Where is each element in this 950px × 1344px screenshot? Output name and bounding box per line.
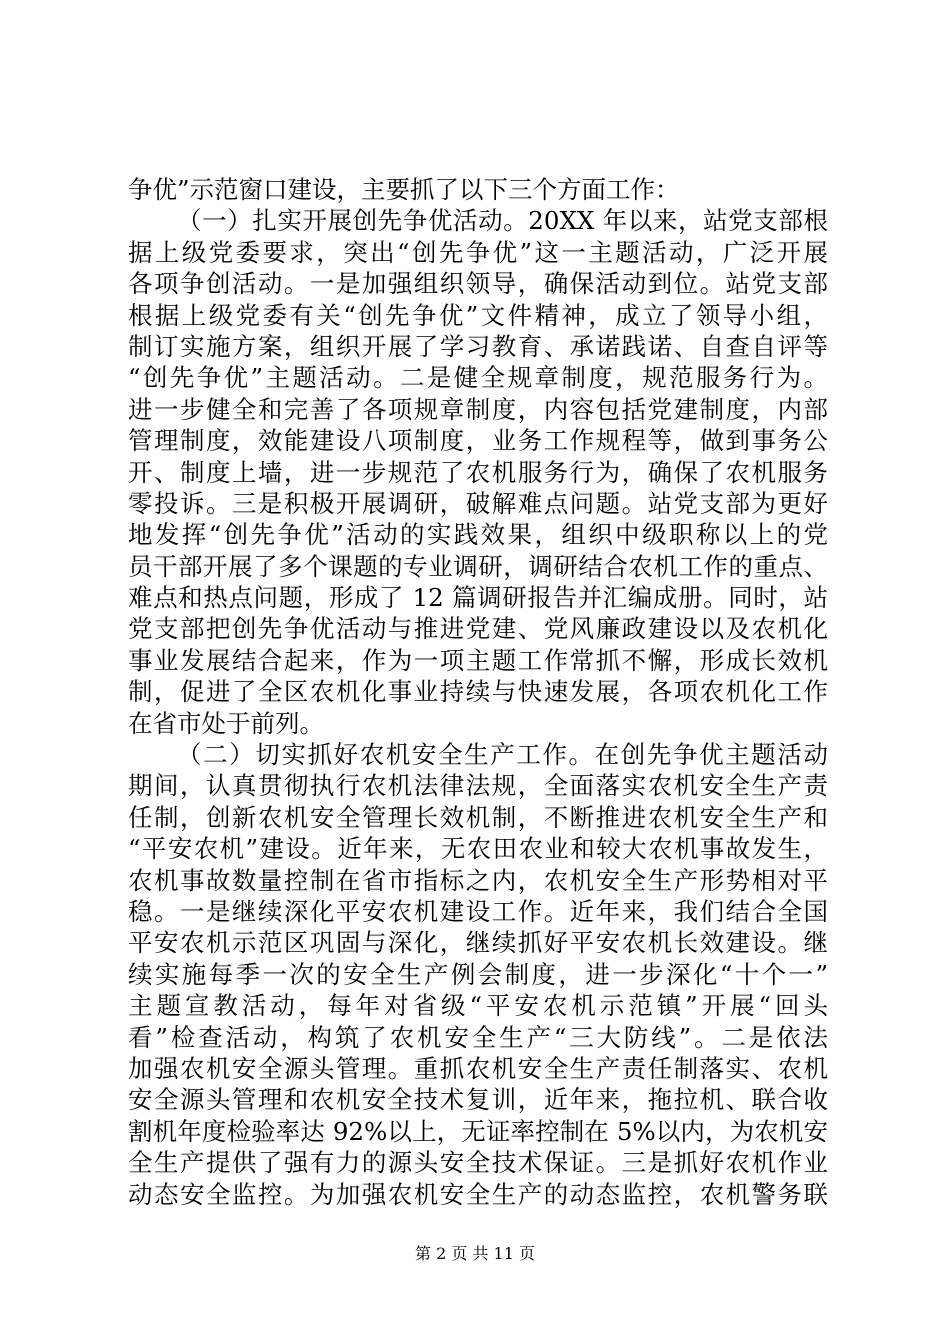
text-line: 农机事故数量控制在省市指标之内，农机安全生产形势相对平 <box>128 865 828 895</box>
text-line: 稳。一是继续深化平安农机建设工作。近年来，我们结合全国 <box>128 896 828 926</box>
text-line: 制，促进了全区农机化事业持续与快速发展，各项农机化工作 <box>128 677 828 707</box>
text-line: 各项争创活动。一是加强组织领导，确保活动到位。站党支部 <box>128 269 828 299</box>
text-line: 进一步健全和完善了各项规章制度，内容包括党建制度，内部 <box>128 394 828 424</box>
text-line: （一）扎实开展创先争优活动。20XX 年以来，站党支部根 <box>177 206 828 236</box>
text-line: 安全源头管理和农机安全技术复训，近年来，拖拉机、联合收 <box>128 1085 828 1115</box>
text-line: 任制，创新农机安全管理长效机制，不断推进农机安全生产和 <box>128 802 828 832</box>
text-line: 党支部把创先争优活动与推进党建、党风廉政建设以及农机化 <box>128 614 828 644</box>
text-line: 主题宣教活动，每年对省级“平安农机示范镇”开展“回头 <box>128 991 828 1021</box>
text-line: 事业发展结合起来，作为一项主题工作常抓不懈，形成长效机 <box>128 645 828 675</box>
text-line: 割机年度检验率达 92%以上，无证率控制在 5%以内，为农机安 <box>128 1116 828 1146</box>
text-line: 员干部开展了多个课题的专业调研，调研结合农机工作的重点、 <box>128 551 828 581</box>
text-line: 难点和热点问题，形成了 12 篇调研报告并汇编成册。同时，站 <box>128 583 828 613</box>
text-line: 平安农机示范区巩固与深化，继续抓好平安农机长效建设。继 <box>128 928 828 958</box>
text-line: （二）切实抓好农机安全生产工作。在创先争优主题活动 <box>177 740 828 770</box>
page-footer: 第 2 页 共 11 页 <box>415 1244 535 1263</box>
text-line: 加强农机安全源头管理。重抓农机安全生产责任制落实、农机 <box>128 1053 828 1083</box>
text-line: 零投诉。三是积极开展调研，破解难点问题。站党支部为更好 <box>128 488 828 518</box>
text-line: 续实施每季一次的安全生产例会制度，进一步深化“十个一” <box>128 959 828 989</box>
text-line: “平安农机”建设。近年来，无农田农业和较大农机事故发生， <box>128 834 828 864</box>
text-line: 争优”示范窗口建设，主要抓了以下三个方面工作： <box>128 175 680 204</box>
text-line: “创先争优”主题活动。二是健全规章制度，规范服务行为。 <box>128 363 828 393</box>
text-line: 制订实施方案，组织开展了学习教育、承诺践诺、自查自评等 <box>128 331 828 361</box>
text-line: 管理制度，效能建设八项制度，业务工作规程等，做到事务公 <box>128 426 828 456</box>
text-line: 全生产提供了强有力的源头安全技术保证。三是抓好农机作业 <box>128 1148 828 1178</box>
text-line: 看”检查活动，构筑了农机安全生产“三大防线”。二是依法 <box>128 1022 828 1052</box>
text-line: 期间，认真贯彻执行农机法律法规，全面落实农机安全生产责 <box>128 771 828 801</box>
document-body <box>128 174 828 1210</box>
text-line: 据上级党委要求，突出“创先争优”这一主题活动，广泛开展 <box>128 237 828 267</box>
text-line: 动态安全监控。为加强农机安全生产的动态监控，农机警务联 <box>128 1179 828 1209</box>
text-line: 在省市处于前列。 <box>128 708 324 738</box>
text-line: 开、制度上墙，进一步规范了农机服务行为，确保了农机服务 <box>128 457 828 487</box>
text-line: 地发挥“创先争优”活动的实践效果，组织中级职称以上的党 <box>128 520 828 550</box>
text-line: 根据上级党委有关“创先争优”文件精神，成立了领导小组， <box>128 300 828 330</box>
